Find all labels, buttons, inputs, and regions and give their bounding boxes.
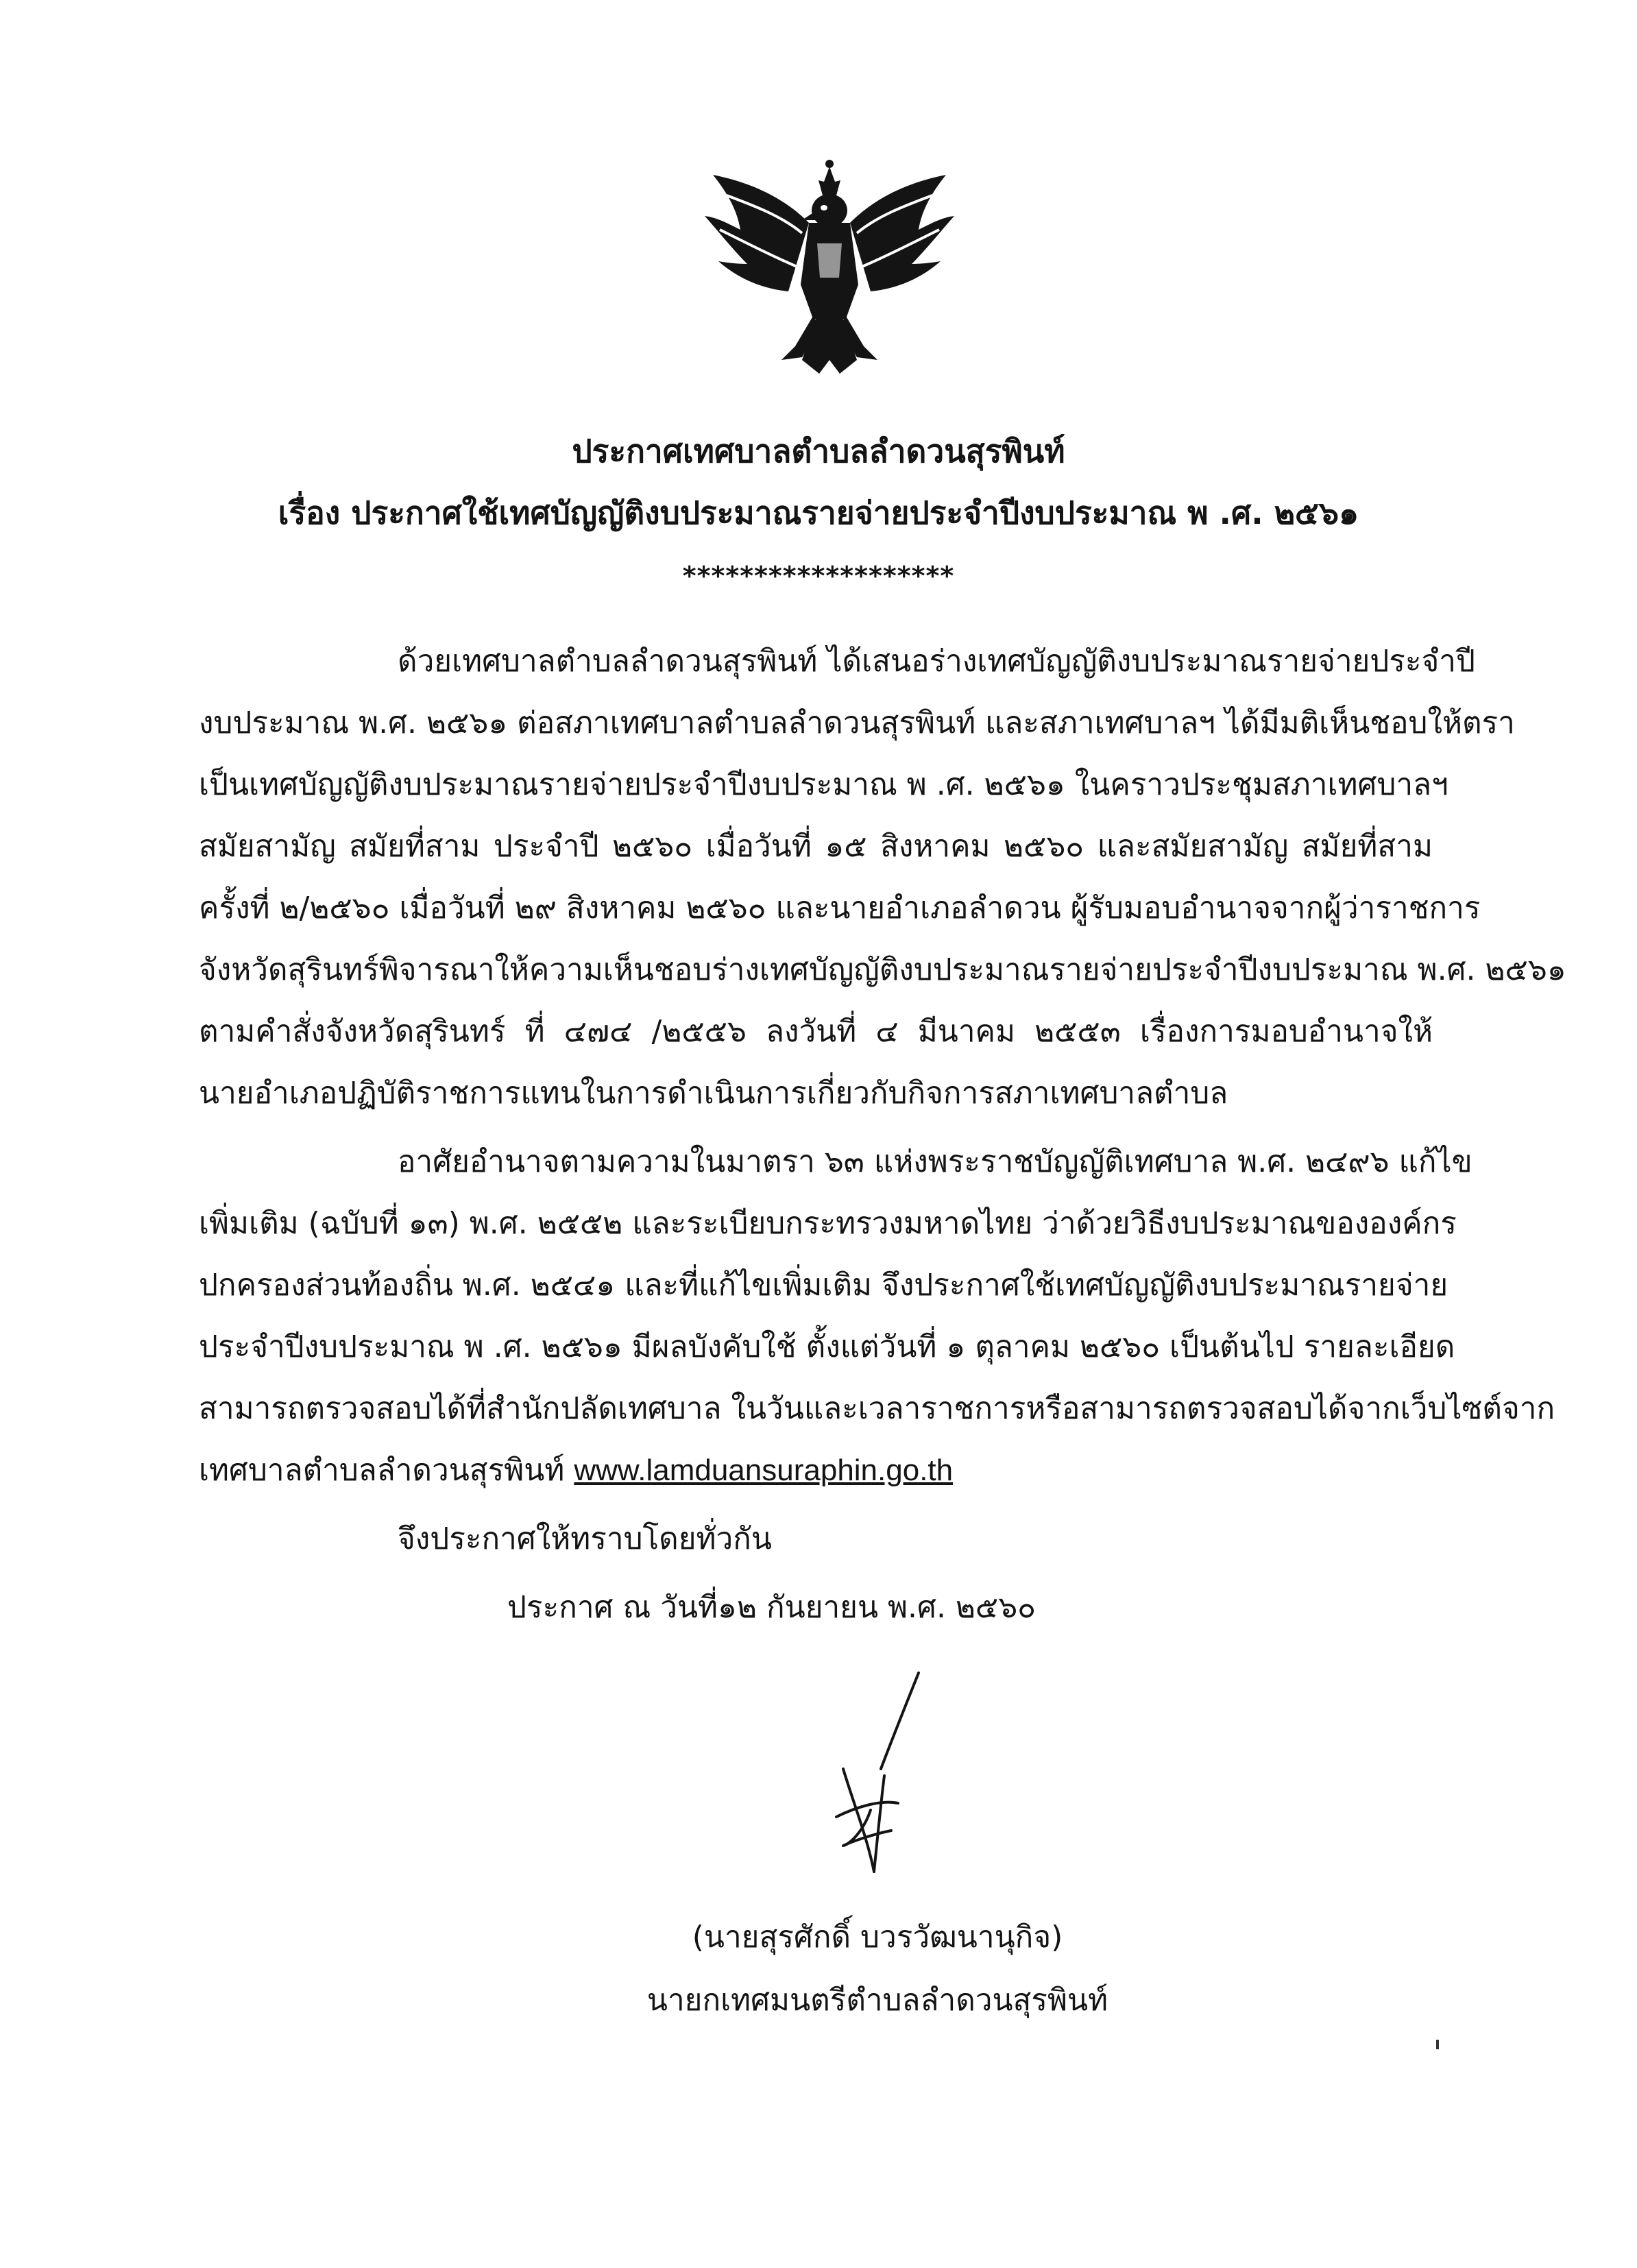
paragraph-line: สมัยสามัญ สมัยที่สาม ประจำปี ๒๕๖๐ เมื่อวันที่ ๑๕ สิงหาคม ๒๕๖๐ และสมัยสามัญ สมัยที่สาม	[199, 829, 1433, 864]
paragraph-line-prefix: เทศบาลตำบลลำดวนสุรพินท์	[199, 1453, 574, 1488]
closing-statement: จึงประกาศให้ทราบโดยทั่วกัน	[398, 1521, 772, 1556]
paragraph-line: เป็นเทศบัญญัติงบประมาณรายจ่ายประจำปีงบประมาณ พ .ศ. ๒๕๖๑ ในคราวประชุมสภาเทศบาลฯ	[199, 767, 1448, 802]
announcement-subject: เรื่อง ประกาศใช้เทศบัญญัติงบประมาณรายจ่ายประจำปีงบประมาณ พ .ศ. ๒๕๖๑	[278, 494, 1359, 531]
paragraph-line: ครั้งที่ ๒/๒๕๖๐ เมื่อวันที่ ๒๙ สิงหาคม ๒๕๖๐ และนายอำเภอลำดวน ผู้รับมอบอำนาจจากผู้ว่าราชการ	[199, 891, 1481, 926]
paragraph-line: อาศัยอำนาจตามความในมาตรา ๖๓ แห่งพระราชบัญญัติเทศบาล พ.ศ. ๒๔๙๖ แก้ไข	[398, 1144, 1472, 1179]
paragraph-line: จังหวัดสุรินทร์พิจารณาให้ความเห็นชอบร่างเทศบัญญัติงบประมาณรายจ่ายประจำปีงบประมาณ พ.ศ. ๒๕๖๑	[199, 952, 1566, 987]
website-link[interactable]: www.lamduansuraphin.go.th	[574, 1453, 954, 1487]
handwritten-signature	[816, 1666, 932, 1906]
paragraph-line: ด้วยเทศบาลตำบลลำดวนสุรพินท์ ได้เสนอร่างเทศบัญญัติงบประมาณรายจ่ายประจำปี	[398, 644, 1475, 679]
paragraph-line: เพิ่มเติม (ฉบับที่ ๑๓) พ.ศ. ๒๕๕๒ และระเบียบกระทรวงมหาดไทย ว่าด้วยวิธีงบประมาณขององค์กร	[199, 1206, 1457, 1241]
paragraph-line: ประจำปีงบประมาณ พ .ศ. ๒๕๖๑ มีผลบังคับใช้ ตั้งแต่วันที่ ๑ ตุลาคม ๒๕๖๐ เป็นต้นไป รายละเอียด	[199, 1329, 1455, 1364]
paragraph-line: นายอำเภอปฏิบัติราชการแทนในการดำเนินการเกี่ยวกับกิจการสภาเทศบาลตำบล	[199, 1076, 1228, 1111]
announcement-title: ประกาศเทศบาลตำบลลำดวนสุรพินท์	[572, 433, 1065, 470]
paragraph-line: สามารถตรวจสอบได้ที่สำนักปลัดเทศบาล ในวันและเวลาราชการหรือสามารถตรวจสอบได้จากเว็บไซต์จาก	[199, 1391, 1555, 1426]
signatory-name: (นายสุรศักดิ์ บวรวัฒนานุกิจ)	[692, 1920, 1063, 1955]
paragraph-line: ตามคำสั่งจังหวัดสุรินทร์ ที่ ๔๗๔ /๒๕๕๖ ลงวันที่ ๔ มีนาคม ๒๕๕๓ เรื่องการมอบอำนาจให้	[199, 1014, 1433, 1049]
signatory-position: นายกเทศมนตรีตำบลลำดวนสุรพินท์	[646, 1983, 1108, 2018]
announcement-date: ประกาศ ณ วันที่๑๒ กันยายน พ.ศ. ๒๕๖๐	[507, 1590, 1036, 1625]
paragraph-line: ปกครองส่วนท้องถิ่น พ.ศ. ๒๕๔๑ และที่แก้ไขเพิ่มเติม จึงประกาศใช้เทศบัญญัติงบประมาณรายจ่าย	[199, 1268, 1448, 1303]
separator: *******************	[682, 561, 955, 591]
paragraph-line-last	[199, 1450, 953, 1491]
garuda-emblem-icon	[699, 154, 960, 381]
paragraph-line: งบประมาณ พ.ศ. ๒๕๖๑ ต่อสภาเทศบาลตำบลลำดวนสุรพินท์ และสภาเทศบาลฯ ได้มีมติเห็นชอบให้ตรา	[199, 705, 1515, 740]
scan-speck	[1436, 2040, 1439, 2049]
